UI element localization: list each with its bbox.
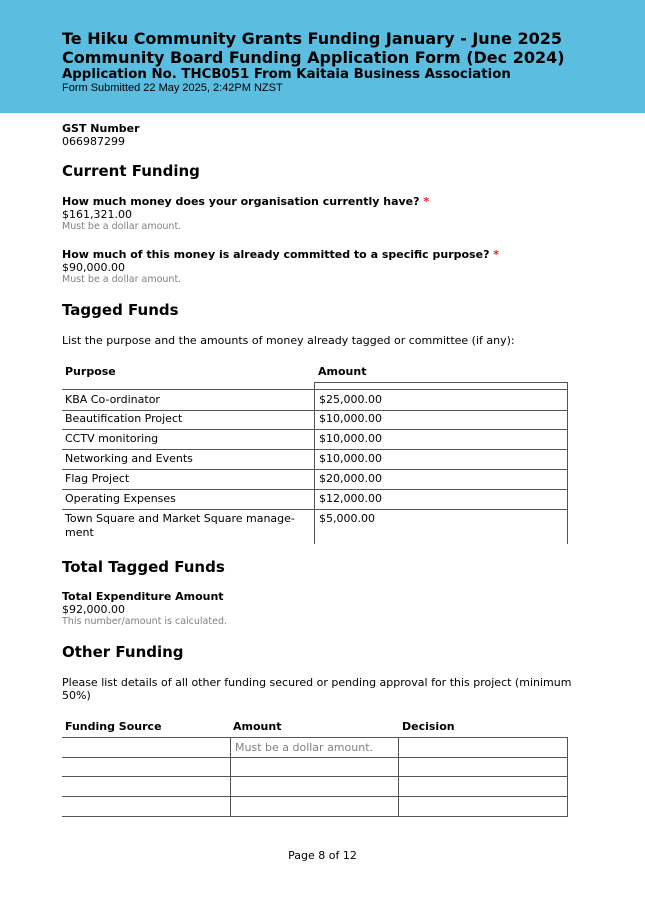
table-row <box>62 510 568 544</box>
committed-money-hint: Must be a dollar amount. <box>62 274 182 285</box>
purpose-cell: Operating Expenses <box>65 492 176 505</box>
table-row <box>62 470 568 490</box>
submitted-timestamp: Form Submitted 22 May 2025, 2:42PM NZST <box>62 82 283 94</box>
column-header-amount: Amount <box>318 365 367 378</box>
required-marker: * <box>423 195 430 208</box>
purpose-cell <box>65 510 313 544</box>
table-row <box>62 757 568 777</box>
column-header-amount: Amount <box>233 720 282 733</box>
other-funding-table <box>62 720 568 818</box>
amount-cell: $10,000.00 <box>314 430 568 449</box>
funding-source-cell <box>62 757 230 776</box>
required-marker: * <box>493 248 500 261</box>
amount-cell: $5,000.00 <box>314 510 568 544</box>
current-funding-heading: Current Funding <box>62 162 200 180</box>
amount-cell <box>230 777 399 796</box>
amount-cell <box>230 797 399 816</box>
committed-money-question <box>62 248 499 262</box>
current-money-value: $161,321.00 <box>62 208 132 221</box>
tagged-funds-table <box>62 365 568 545</box>
application-number: Application No. THCB051 From Kaitaia Business Association <box>62 67 511 82</box>
amount-cell: $25,000.00 <box>314 390 568 410</box>
grant-title: Te Hiku Community Grants Funding January - June 2025 <box>62 29 563 48</box>
tagged-funds-heading: Tagged Funds <box>62 301 179 319</box>
purpose-text-line: Town Square and Market Square manage- <box>65 512 295 525</box>
decision-cell <box>399 757 568 776</box>
current-money-question <box>62 195 429 209</box>
funding-source-cell <box>62 738 230 757</box>
total-expenditure-value: $92,000.00 <box>62 603 125 616</box>
table-row <box>62 410 568 430</box>
amount-cell: $12,000.00 <box>314 490 568 509</box>
purpose-cell: CCTV monitoring <box>65 432 159 445</box>
form-header <box>0 0 645 113</box>
page-number: Page 8 of 12 <box>288 849 357 862</box>
purpose-cell: Flag Project <box>65 472 130 485</box>
funding-source-cell <box>62 797 230 816</box>
other-funding-description-line1: Please list details of all other funding secured or pending approval for this project (minimum <box>62 676 572 689</box>
total-expenditure-hint: This number/amount is calculated. <box>62 616 228 627</box>
table-row <box>62 777 568 797</box>
gst-label: GST Number <box>62 122 140 135</box>
amount-cell: $20,000.00 <box>314 470 568 489</box>
gst-value: 066987299 <box>62 135 125 148</box>
purpose-cell: KBA Co-ordinator <box>65 393 160 406</box>
column-header-funding-source: Funding Source <box>65 720 162 733</box>
column-header-decision: Decision <box>402 720 455 733</box>
decision-cell <box>399 797 568 816</box>
table-row <box>62 797 568 817</box>
tagged-funds-description: List the purpose and the amounts of money already tagged or committee (if any): <box>62 334 515 347</box>
other-funding-heading: Other Funding <box>62 643 184 661</box>
decision-cell <box>399 738 568 757</box>
purpose-cell: Beautification Project <box>65 412 183 425</box>
purpose-cell: Networking and Events <box>65 452 193 465</box>
current-money-label: How much money does your organisation currently have? <box>62 195 420 208</box>
funding-source-cell <box>62 777 230 796</box>
column-header-purpose: Purpose <box>65 365 116 378</box>
amount-cell: $10,000.00 <box>314 450 568 469</box>
purpose-text-line: ment <box>65 526 94 539</box>
form-title: Community Board Funding Application Form (Dec 2024) <box>62 48 565 67</box>
committed-money-value: $90,000.00 <box>62 261 125 274</box>
amount-cell: Must be a dollar amount. <box>230 738 399 757</box>
current-money-hint: Must be a dollar amount. <box>62 221 182 232</box>
table-row <box>62 430 568 450</box>
table-row <box>62 389 568 411</box>
committed-money-label: How much of this money is already committed to a specific purpose? <box>62 248 490 261</box>
table-row <box>62 450 568 470</box>
table-row <box>62 737 568 758</box>
total-tagged-heading: Total Tagged Funds <box>62 558 225 576</box>
amount-cell <box>230 757 399 776</box>
other-funding-description-line2: 50%) <box>62 689 91 702</box>
amount-cell: $10,000.00 <box>314 410 568 429</box>
decision-cell <box>399 777 568 796</box>
total-expenditure-label: Total Expenditure Amount <box>62 590 224 603</box>
table-row <box>62 490 568 510</box>
